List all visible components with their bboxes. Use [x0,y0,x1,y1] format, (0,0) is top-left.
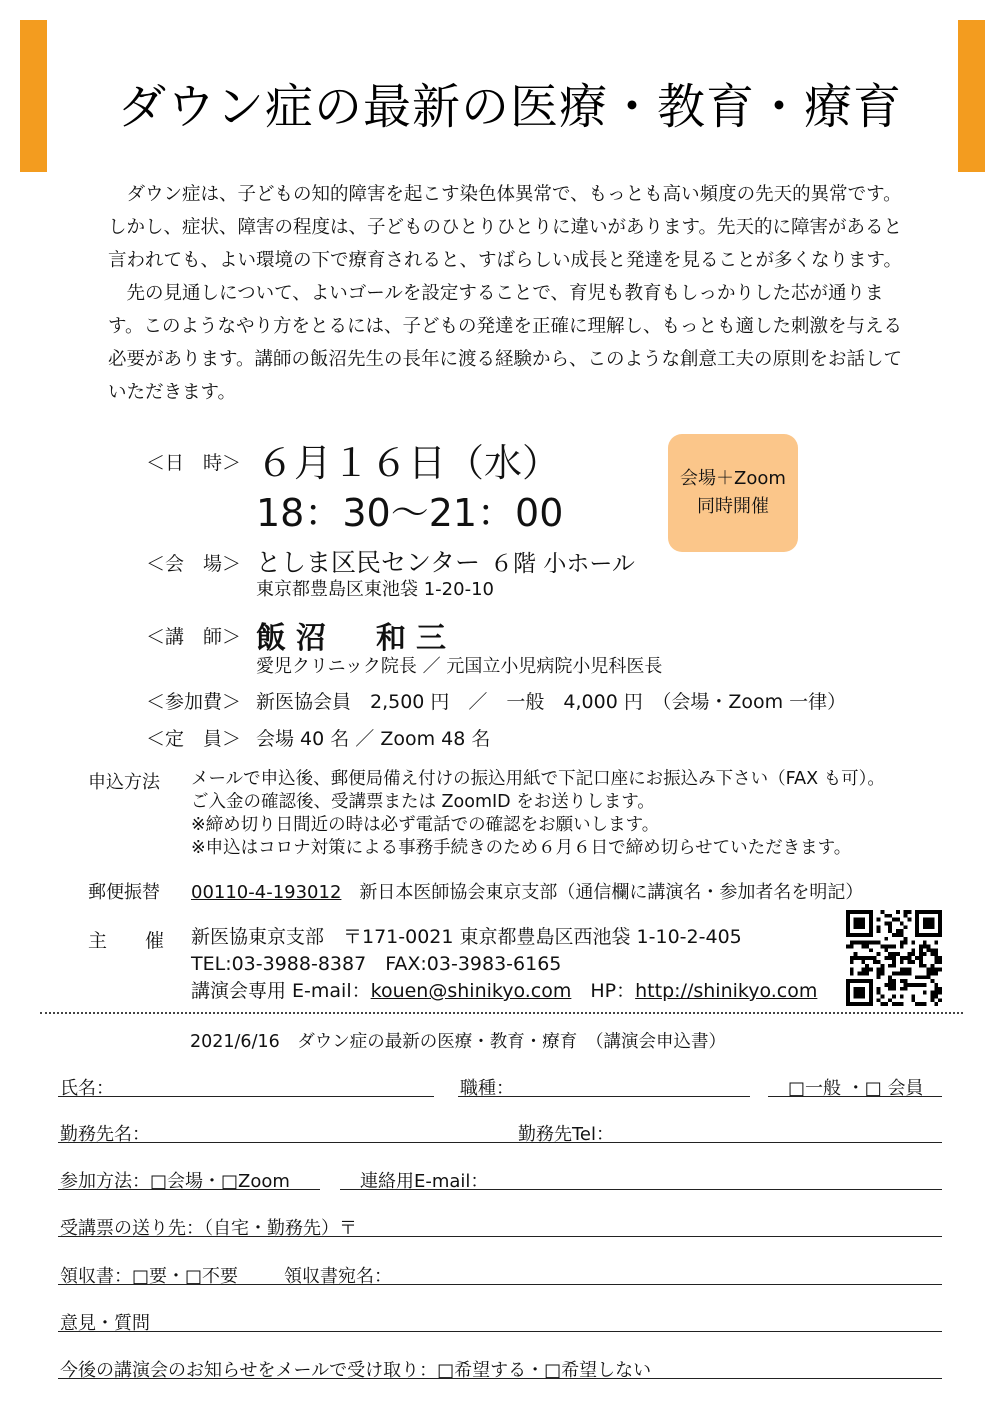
badge-line-1: 会場＋Zoom [680,468,786,489]
date-label: ＜日 時＞ [146,452,242,474]
method-underline [58,1189,320,1190]
page-title: ダウン症の最新の医療・教育・療育 [117,79,902,135]
capacity-label: ＜定 員＞ [146,728,242,750]
workplace-input[interactable] [58,1142,942,1143]
host-phone-fax: TEL:03-3988-8387 FAX:03-3983-6165 [191,953,562,975]
intro-text [108,178,908,409]
lecturer-affiliation: 愛児クリニック院長 ／ 元国立小児病院小児科医長 [256,656,663,677]
postal-label: 郵便振替 [88,882,160,903]
receipt-name-input[interactable] [58,1284,942,1285]
apply-line: ご入金の確認後、受講票または ZoomID をお送りします。 [191,792,655,812]
venue-address: 東京都豊島区東池袋 1-20-10 [256,579,494,600]
name-input[interactable] [58,1096,434,1097]
venue-label: ＜会 場＞ [146,553,242,575]
contact-email-field-label: 連絡用E-mail： [360,1171,489,1192]
apply-line: メールで申込後、郵便局備え付けの振込用紙で下記口座にお振込み下さい（FAX も可）。 [191,769,885,789]
qr-code[interactable] [846,910,942,1006]
postal-name: 新日本医師協会東京支部 [359,882,558,903]
email-label: 講演会専用 E-mail： [191,980,371,1002]
homepage-link[interactable]: http://shinikyo.com [635,980,818,1002]
hybrid-badge [668,434,798,552]
method-checkbox[interactable]: 参加方法：□会場・□Zoom [60,1171,290,1192]
host-web [191,978,817,1005]
host-info [191,924,817,1005]
orange-accent-bar-left [20,20,47,172]
member-type-checkbox[interactable]: □一般 ・□ 会員 [788,1078,924,1099]
host-address: 新医協東京支部 〒171-0021 東京都豊島区西池袋 1-10-2-405 [191,926,742,948]
ticket-address-field-label: 受講票の送り先：（自宅・勤務先）〒 [60,1218,357,1239]
intro-paragraph-1: ダウン症は、子どもの知的障害を起こす染色体異常で、もっとも高い頻度の先天的異常です。しかし、症状、障害の程度は、子どものひとりひとりに違いがあります。先天的に障害があると言われても、よい環境の下で療育されると、すばらしい成長と発達を見ることが多くなります。 [108,184,903,271]
notice-underline [58,1378,942,1379]
receipt-checkbox[interactable]: 領収書：□要・□不要 [60,1266,239,1287]
workplace-field-label: 勤務先名： [60,1124,150,1145]
postal-transfer [191,878,863,904]
hp-label: HP： [590,980,636,1002]
apply-label: 申込方法 [88,772,160,793]
form-title: 2021/6/16 ダウン症の最新の医療・教育・療育 （講演会申込書） [190,1032,726,1052]
apply-line: ※締め切り日間近の時は必ず電話での確認をお願いします。 [191,815,660,835]
receipt-name-field-label: 領収書宛名： [284,1266,392,1287]
venue-name: としま区民センター [256,548,481,577]
lecturer-name: 飯沼 和三 [256,621,456,656]
badge-line-2: 同時開催 [697,496,769,517]
job-field-label: 職種： [460,1078,514,1099]
venue-floor: ６階 小ホール [490,551,635,577]
capacity-text: 会場 40 名 ／ Zoom 48 名 [256,728,491,750]
email-link[interactable]: kouen@shinikyo.com [370,980,572,1002]
host-label: 主 催 [88,930,165,952]
postal-account: 00110-4-193012 [191,882,342,903]
member-underline [768,1096,942,1097]
fee-label: ＜参加費＞ [146,691,242,713]
postal-note: （通信欄に講演名・参加者名を明記） [557,882,864,903]
work-tel-field-label: 勤務先Tel： [518,1124,615,1145]
intro-paragraph-2: 先の見通しについて、よいゴールを設定することで、育児も教育もしっかりした芯が通ります。このようなやり方をとるには、子どもの発達を正確に理解し、もっとも適した刺激を与える必要があります。講師の飯沼先生の長年に渡る経験から、このような創意工夫の原則をお話していただきます。 [108,283,903,403]
fee-text: 新医協会員 2,500 円 ／ 一般 4,000 円 （会場・Zoom 一律） [256,691,847,713]
apply-instructions [191,768,885,860]
opinion-input[interactable] [58,1331,942,1332]
job-input[interactable] [458,1096,750,1097]
notice-preference-checkbox[interactable]: 今後の講演会のお知らせをメールで受け取り：□希望する・□希望しない [60,1360,652,1381]
opinion-field-label: 意見・質問 [60,1313,150,1334]
event-time: 18：30～21：00 [256,491,564,535]
contact-email-input[interactable] [340,1189,942,1190]
ticket-address-input[interactable] [58,1236,942,1237]
orange-accent-bar-right [958,20,985,172]
apply-line: ※申込はコロナ対策による事務手続きのため６月６日で締め切らせていただきます。 [191,838,852,858]
event-date: ６月１６日（水） [256,441,561,485]
name-field-label: 氏名： [60,1078,114,1099]
venue [256,543,635,579]
cut-line [40,1012,963,1014]
qr-pattern [846,910,942,1006]
lecturer-label: ＜講 師＞ [146,626,242,648]
